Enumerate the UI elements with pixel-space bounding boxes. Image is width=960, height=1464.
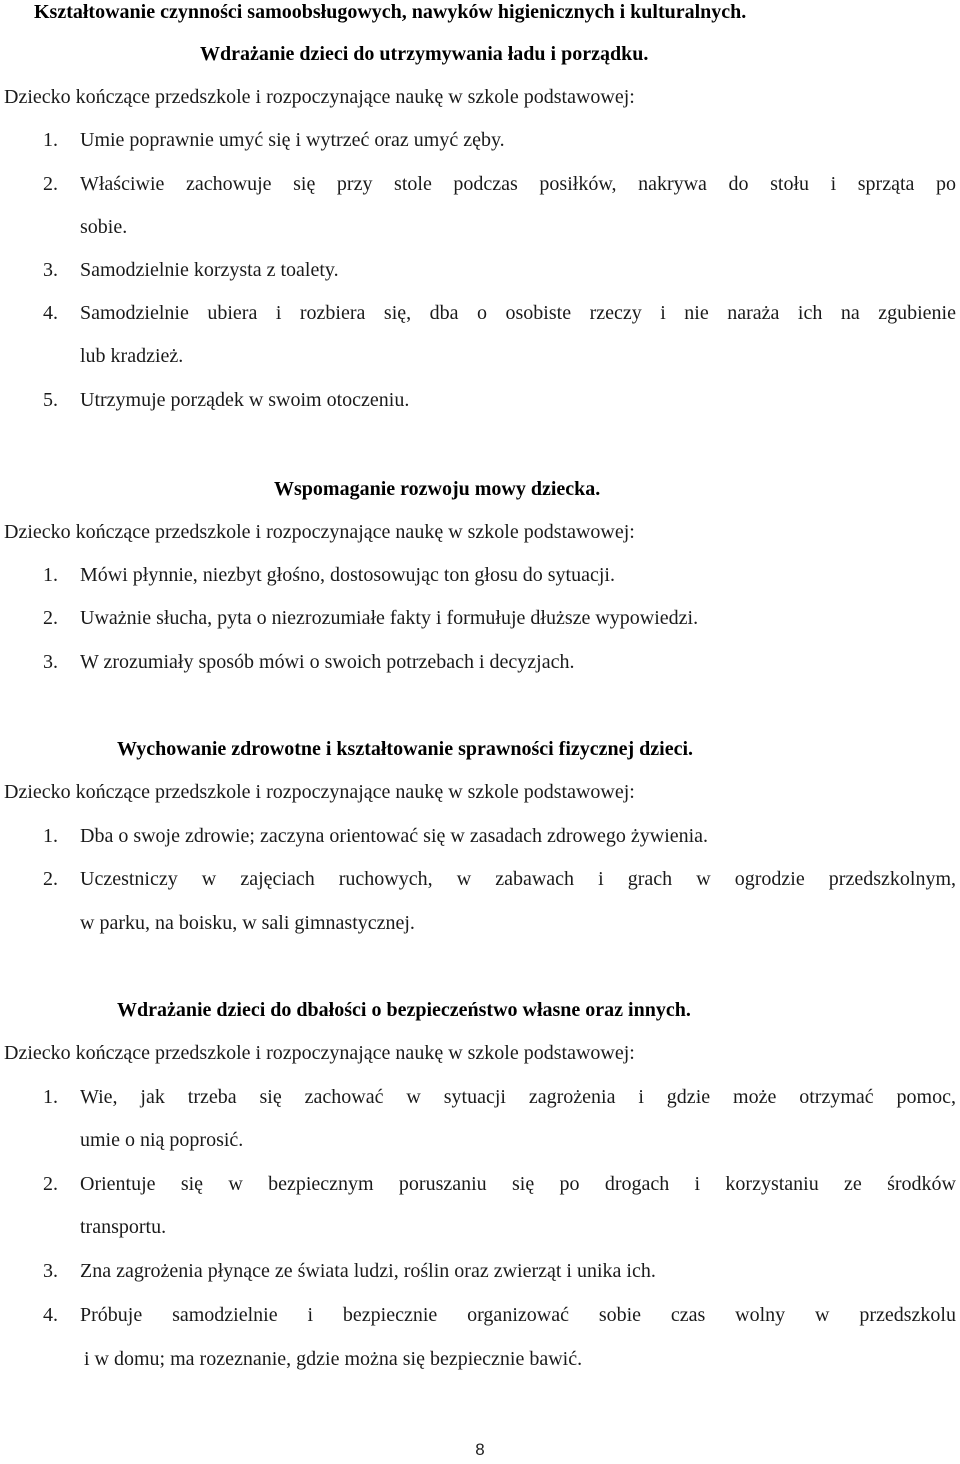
section-intro: Dziecko kończące przedszkole i rozpoczynające naukę w szkole podstawowej: — [4, 781, 635, 803]
list-text: Uczestniczy w zajęciach ruchowych, w zabawach i grach w ogrodzie przedszkolnym, — [80, 868, 956, 890]
list-text-continuation: lub kradzież. — [80, 345, 184, 367]
list-text: Samodzielnie ubiera i rozbiera się, dba o osobiste rzeczy i nie naraża ich na zgubienie — [80, 302, 956, 324]
list-number: 2. — [43, 1173, 58, 1195]
list-number: 2. — [43, 868, 58, 890]
list-text-continuation: w parku, na boisku, w sali gimnastycznej. — [80, 912, 415, 934]
section-intro: Dziecko kończące przedszkole i rozpoczynające naukę w szkole podstawowej: — [4, 86, 635, 108]
list-text: Uważnie słucha, pyta o niezrozumiałe fakty i formułuje dłuższe wypowiedzi. — [80, 607, 699, 629]
list-number: 3. — [43, 1260, 58, 1282]
list-text-continuation: umie o nią poprosić. — [80, 1129, 244, 1151]
list-number: 2. — [43, 173, 58, 195]
list-number: 4. — [43, 302, 58, 324]
list-text: Umie poprawnie umyć się i wytrzeć oraz umyć zęby. — [80, 129, 505, 151]
list-text: Dba o swoje zdrowie; zaczyna orientować się w zasadach zdrowego żywienia. — [80, 825, 709, 847]
list-text: Orientuje się w bezpiecznym poruszaniu się po drogach i korzystaniu ze środków — [80, 1173, 956, 1195]
list-text-continuation: i w domu; ma rozeznanie, gdzie można się bezpiecznie bawić. — [84, 1348, 583, 1370]
list-text: Samodzielnie korzysta z toalety. — [80, 259, 339, 281]
section-intro: Dziecko kończące przedszkole i rozpoczynające naukę w szkole podstawowej: — [4, 521, 635, 543]
list-number: 1. — [43, 564, 58, 586]
list-number: 2. — [43, 607, 58, 629]
list-number: 3. — [43, 259, 58, 281]
page-number: 8 — [475, 1440, 485, 1459]
section-heading: Wychowanie zdrowotne i kształtowanie sprawności fizycznej dzieci. — [117, 738, 694, 760]
list-number: 3. — [43, 651, 58, 673]
section-intro: Dziecko kończące przedszkole i rozpoczynające naukę w szkole podstawowej: — [4, 1042, 635, 1064]
list-text-continuation: transportu. — [80, 1216, 167, 1238]
list-number: 5. — [43, 389, 58, 411]
section-subheading: Wdrażanie dzieci do utrzymywania ładu i porządku. — [200, 43, 649, 65]
section-heading: Wspomaganie rozwoju mowy dziecka. — [274, 478, 601, 500]
list-text-continuation: sobie. — [80, 216, 128, 238]
list-text: Zna zagrożenia płynące ze świata ludzi, roślin oraz zwierząt i unika ich. — [80, 1260, 656, 1282]
section-heading: Wdrażanie dzieci do dbałości o bezpieczeństwo własne oraz innych. — [117, 999, 691, 1021]
list-text: Próbuje samodzielnie i bezpiecznie organizować sobie czas wolny w przedszkolu — [80, 1304, 956, 1326]
list-text: Utrzymuje porządek w swoim otoczeniu. — [80, 389, 410, 411]
list-number: 1. — [43, 825, 58, 847]
list-number: 1. — [43, 1086, 58, 1108]
list-text: W zrozumiały sposób mówi o swoich potrzebach i decyzjach. — [80, 651, 575, 673]
list-text: Właściwie zachowuje się przy stole podczas posiłków, nakrywa do stołu i sprząta po — [80, 173, 956, 195]
list-text: Mówi płynnie, niezbyt głośno, dostosowując ton głosu do sytuacji. — [80, 564, 615, 586]
list-number: 1. — [43, 129, 58, 151]
section-heading: Kształtowanie czynności samoobsługowych, nawyków higienicznych i kulturalnych. — [34, 1, 747, 23]
list-number: 4. — [43, 1304, 58, 1326]
list-text: Wie, jak trzeba się zachować w sytuacji zagrożenia i gdzie może otrzymać pomoc, — [80, 1086, 956, 1108]
